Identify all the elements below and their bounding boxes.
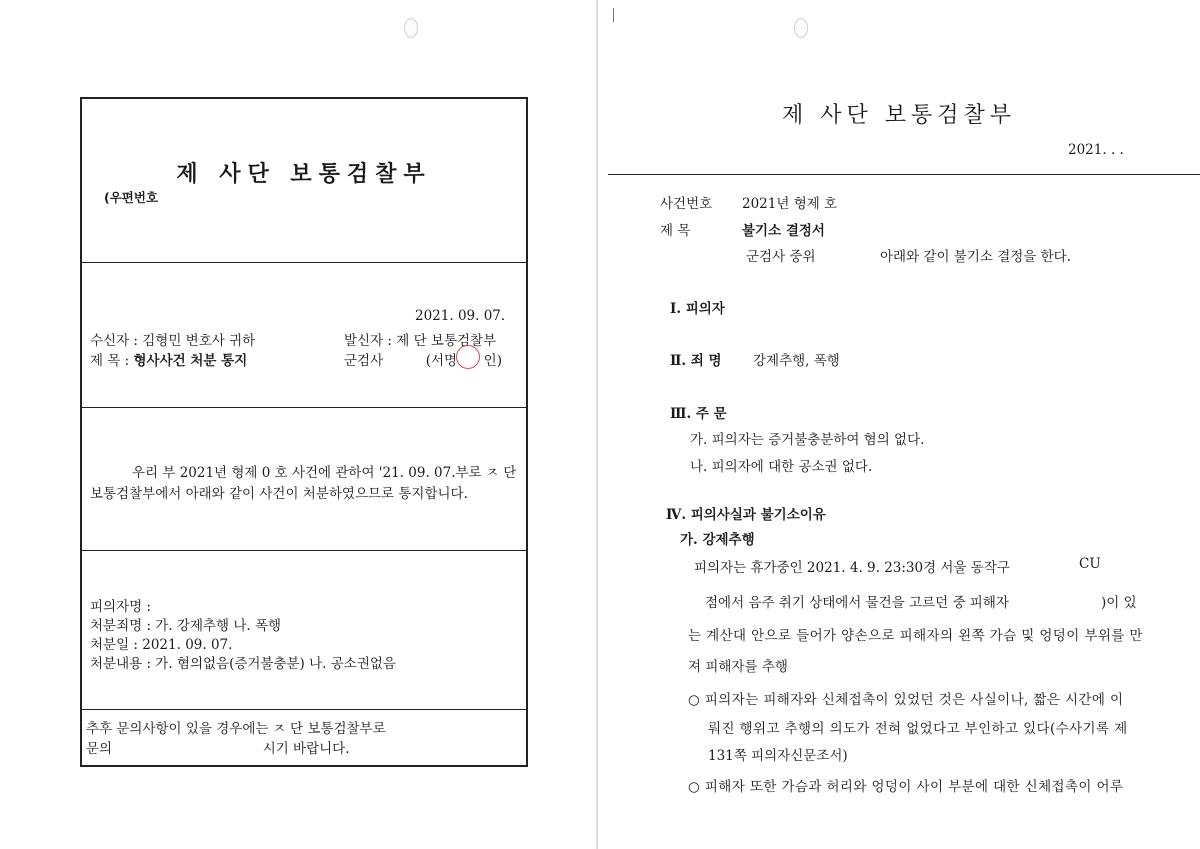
case-number-label: 사건번호 [660, 196, 713, 212]
subsection-indecent-assault: 가. 강제추행 [680, 532, 755, 548]
body-line: 우리 부 2021년 형제 0 호 사건에 관하여 '21. 09. 07.부로 ㅈ 단 [132, 465, 517, 481]
facts-line-end: CU [1079, 556, 1101, 572]
footer-line [86, 737, 350, 757]
facts-line-end: )이 있 [1101, 595, 1137, 611]
header-rule [608, 174, 1200, 175]
doc-subject-label: 제 목 [660, 223, 691, 239]
disposal-notice-box [80, 97, 528, 767]
decision-title: 제 사단 보통검찰부 [781, 103, 1016, 128]
bullet-line: ○ 피해자 또한 가슴과 허리와 엉덩이 사이 부분에 대한 신체접촉이 어루 [688, 779, 1124, 795]
signature-open: (서명 [425, 353, 458, 369]
notice-title: 제 사단 보통검찰부 [176, 161, 432, 187]
recipient: 수신자 : 김형민 변호사 귀하 [90, 333, 256, 349]
signature-close: 인) [483, 353, 502, 369]
bullet-line: 131쪽 피의자신문조서) [708, 748, 848, 764]
section-charges: 강제추행, 폭행 [753, 353, 840, 369]
footer-inquiry: 문의 [86, 741, 113, 757]
subject-text: 형사사건 처분 통지 [133, 353, 248, 369]
seal-stamp [456, 345, 480, 369]
section-disposition: Ⅲ. 주 문 [670, 406, 727, 422]
divider [82, 550, 526, 551]
subject-label: 제 목 : [90, 353, 130, 369]
footer-line: 추후 문의사항이 있을 경우에는 ㅈ 단 보통검찰부로 [86, 721, 386, 737]
disposal-charges: 처분죄명 : 가. 강제추행 나. 폭행 [90, 618, 282, 634]
notice-date: 2021. 09. 07. [415, 308, 506, 324]
decision-page [598, 0, 1200, 849]
decision-date: 2021. . . [1068, 142, 1124, 158]
scan-mark [613, 8, 614, 22]
decision-prosecutor: 군검사 중위 [746, 249, 816, 265]
disposition-item: 나. 피의자에 대한 공소권 없다. [690, 459, 873, 475]
subject-line [90, 349, 247, 369]
decision-statement: 아래와 같이 불기소 결정을 한다. [880, 249, 1071, 265]
divider [82, 407, 526, 408]
doc-subject: 불기소 결정서 [742, 223, 825, 239]
section-facts: Ⅳ. 피의사실과 불기소이유 [666, 507, 826, 523]
divider [82, 262, 526, 263]
disposition-item: 가. 피의자는 증거불충분하여 혐의 없다. [690, 432, 925, 448]
sender: 발신자 : 제 단 보통검찰부 [344, 333, 497, 349]
body-line: 보통검찰부에서 아래와 같이 사건이 처분하였으므로 통지합니다. [90, 486, 468, 502]
disposal-content: 처분내용 : 가. 혐의없음(증거불충분) 나. 공소권없음 [90, 656, 396, 672]
section-suspect: Ⅰ. 피의자 [670, 301, 725, 317]
footer-closing: 시기 바랍니다. [262, 741, 350, 757]
punch-hole [404, 18, 418, 38]
facts-line: 점에서 음주 취기 상태에서 물건을 고르던 중 피해자 [705, 595, 1009, 611]
punch-hole [794, 18, 808, 38]
divider [82, 709, 526, 710]
notice-body [90, 463, 530, 505]
disposal-date: 처분일 : 2021. 09. 07. [90, 637, 233, 653]
section-charges-label: Ⅱ. 죄 명 [670, 353, 722, 369]
bullet-line: 뤄진 행위고 추행의 의도가 전혀 없었다고 부인하고 있다(수사기록 제 [708, 721, 1128, 737]
postal-code-label: (우편번호 [104, 190, 159, 205]
notice-page [0, 0, 596, 849]
facts-line: 피의자는 휴가중인 2021. 4. 9. 23:30경 서울 동작구 [694, 560, 1010, 576]
case-number: 2021년 형제 호 [742, 196, 838, 212]
bullet-line: ○ 피의자는 피해자와 신체접촉이 있었던 것은 사실이나, 짧은 시간에 이 [688, 692, 1124, 708]
prosecutor-label: 군검사 [344, 353, 384, 369]
facts-line: 는 계산대 안으로 들어가 양손으로 피해자의 왼쪽 가슴 및 엉덩이 부위를 만 [688, 628, 1143, 644]
facts-line: 져 피해자를 추행 [688, 659, 788, 675]
suspect-name: 피의자명 : [90, 599, 152, 615]
